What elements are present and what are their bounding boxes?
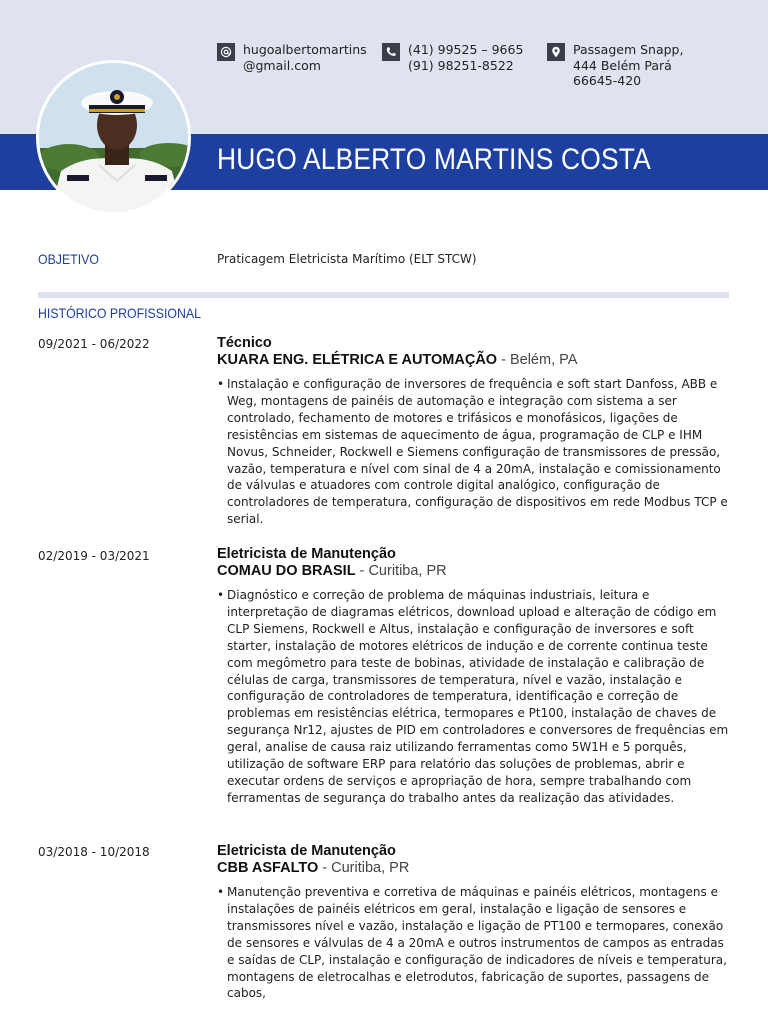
location-pin-icon [547,43,565,61]
objective-text: Praticagem Eletricista Marítimo (ELT STCW) [217,252,477,266]
entry-2-dates: 02/2019 - 03/2021 [38,549,150,563]
address-line-2: 444 Belém Pará [573,57,672,73]
section-title-history: HISTÓRICO PROFISSIONAL [38,305,201,321]
address-line-1: Passagem Snapp, [573,42,684,57]
entry-2-job-title: Eletricista de Manutenção [217,546,396,562]
contact-address [547,42,683,89]
entry-2-location: - Curitiba, PR [355,563,447,579]
entry-1-company-line [217,352,731,369]
bullet-marker: • [217,588,225,602]
entry-3-company: CBB ASFALTO [217,860,319,876]
history-entry-3 [217,843,731,1002]
entry-2-bullet [217,587,731,807]
section-divider [38,292,729,298]
entry-1-bullet [217,376,731,528]
entry-3-company-line [217,860,731,877]
entry-1-company: KUARA ENG. ELÉTRICA E AUTOMAÇÃO [217,352,498,368]
bullet-marker: • [217,885,225,899]
contact-phone[interactable] [382,42,523,73]
entry-2-description: Diagnóstico e correção de problema de máquinas industriais, leitura e interpretação de diagramas elétricos, download upload e alteração de código em CLP Siemens, Rockwell e Altus, instalação e configuração de inversores e soft starter, instalação de motores elétricos de indução e de corrente continua teste com megômetro para teste de bobinas, atividade de instalação e calibração de células de carga, transmissores de temperatura, nível e vazão, instalação e configuração de controladores de temperatura, identificação e correção de problemas em resistências elétrica, termopares e Pt100, instalação de chaves de segurança Nr12, ajustes de PID em controladores e conversores de frequências em geral, analise de causa raiz utilizando ferramentas como 5W1H e 5 porquês, utilização de software ERP para relatório das soluções de problemas, abrir e executar ordens de serviços e apropriação de hora, sempre trabalhando com ferramentas de segurança do trabalho antes da realização das atividades. [227,588,729,805]
candidate-name: HUGO ALBERTO MARTINS COSTA [217,143,651,176]
history-entry-2 [217,546,731,807]
email-line-2: @gmail.com [243,57,321,73]
entry-3-bullet [217,884,731,1002]
entry-3-dates: 03/2018 - 10/2018 [38,845,150,859]
entry-1-description: Instalação e configuração de inversores de frequência e soft start Danfoss, ABB e Weg, montagens de painéis de automação e integração com sistema a ser controlado, fechamento de motores e trifásicos e monofásicos, ligações de resistências em sistemas de aquecimento de água, programação de CLP e IHM Novus, Schneider, Rockwell e Siemens configuração de transmissores de pressão, vazão, temperatura e nível com sinal de 4 a 20mA, instalação e comissionamento de válvulas e atuadores com controle digital analógico, configuração de controladores de temperatura, configuração de dispositivos em rede Modbus TCP e serial. [227,377,728,527]
address-line-3: 66645-420 [573,73,642,88]
entry-2-company-line [217,563,731,580]
section-title-objective: OBJETIVO [38,251,99,267]
profile-photo [36,60,191,215]
entry-3-job-title: Eletricista de Manutenção [217,843,396,859]
phone-icon [382,43,400,61]
email-line-1: hugoalbertomartins [243,42,367,57]
entry-1-job-title: Técnico [217,335,272,351]
phone-line-1: (41) 99525 – 9665 [408,42,524,57]
entry-3-location: - Curitiba, PR [318,860,410,876]
at-icon [217,43,235,61]
history-entry-1 [217,335,731,528]
avatar-illustration [39,63,191,215]
phone-line-2: (91) 98251-8522 [408,57,514,73]
entry-1-dates: 09/2021 - 06/2022 [38,337,150,351]
entry-3-description: Manutenção preventiva e corretiva de máquinas e painéis elétricos, montagens e instalações de painéis elétricos em geral, instalação e ligação de sensores e transmissores nível e vazão, instalação e ligação de PT100 e termopares, conexão de sensores e válvulas de 4 a 20mA e outros instrumentos de campos as entradas e saídas de CLP, instalação e configuração de indicadores de níveis e temperatura, montagens de eletrocalhas e eletrodutos, fabricação de suportes, passagens de cabos, [227,885,727,1001]
entry-1-location: - Belém, PA [497,352,578,368]
entry-2-company: COMAU DO BRASIL [217,563,356,579]
bullet-marker: • [217,377,225,391]
contact-email[interactable] [217,42,367,73]
